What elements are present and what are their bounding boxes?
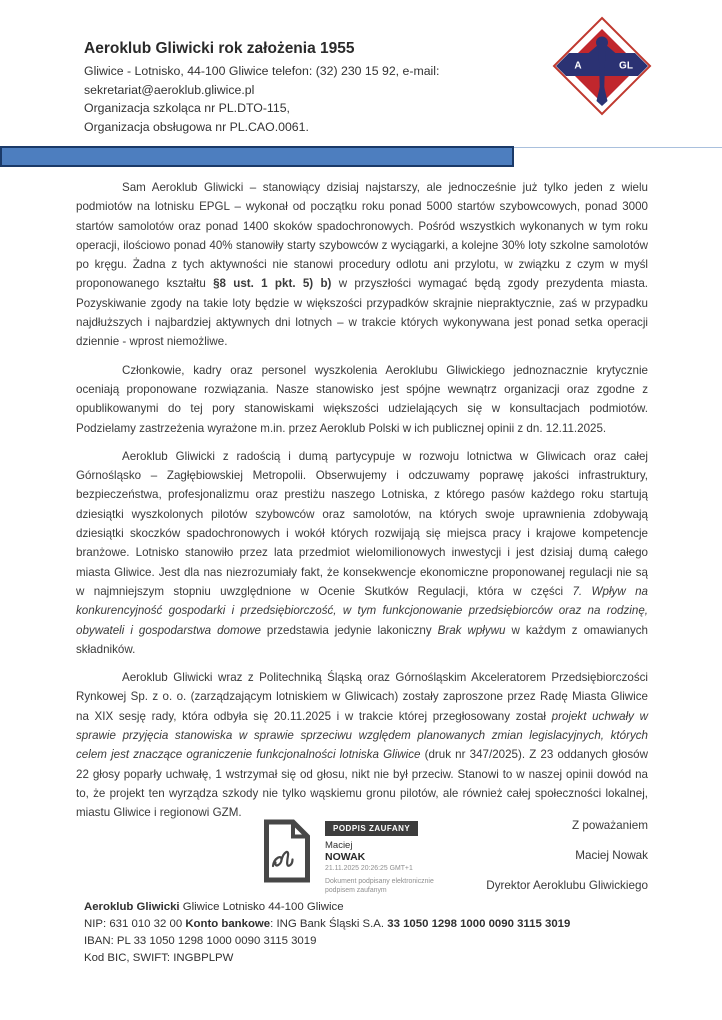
signed-document-icon [262, 818, 312, 884]
paragraph [76, 668, 648, 822]
paragraph [76, 361, 648, 438]
text-run: (druk nr 347/2025). Z 23 oddanych głosów 22 głosy poparły uchwałę, 1 wstrzymał się od głosu, nikt nie był przeciw. Stanowi to w naszej opinii dowód na to, że projekt ten wyrządza szkody nie tylko wąskiemu gronu pilotów, ale również całej społeczności lokalnej, miastu Gliwice i regionowi GZM. [76, 748, 648, 820]
footer-line [84, 916, 570, 933]
closing-block [486, 820, 648, 910]
text-run: NIP: 631 010 32 00 [84, 918, 186, 930]
text-run: Konto bankowe [185, 918, 271, 930]
text-run: Kod BIC, SWIFT: INGBPLPW [84, 952, 234, 964]
signer-last-name: NOWAK [325, 851, 366, 863]
aeroklub-gliwicki-logo [552, 16, 652, 116]
logo-letter-a: A [574, 60, 582, 72]
text-run: Aeroklub Gliwicki z radością i dumą partycypuje w rozwoju lotnictwa w Gliwicach oraz całej Górnośląsko – Zagłębiowskiej Metropolii. Obserwujemy i odczuwamy poprawę jakości infrastruktury, bezpieczeństwa, profesjonalizmu oraz prestiżu naszego Lotniska, z którego pasów każdego roku startują dziesiątki wyszkolonych pilotów szybowców oraz samolotów, na których swoje uprawnienia zdobywają dziesiątki skoczków spadochronowych i wokół których rozwijają się miejsca pracy i krajowe kompetencje branżowe. Lotnisko stanowiło przez lata przedmiot wielomilionowych inwestycji i jest dzisiaj dumą całego miasta Gliwice. Jest dla nas niezrozumiały fakt, że konsekwencje ekonomiczne proponowanej regulacji nie są w najmniejszym stopniu uwzględnione w Ocenie Skutków Regulacji, która w części [76, 449, 648, 598]
letterhead-training-org-line: Organizacja szkoląca nr PL.DTO-115, [84, 101, 290, 116]
text-run: Brak wpływu [437, 623, 506, 637]
organization-title: Aeroklub Gliwicki rok założenia 1955 [84, 40, 355, 57]
signature-details [325, 818, 455, 895]
text-run: 7. Wpływ na konkurencyjność gospodarki i przedsiębiorczość, w tym funkcjonowanie przedsiębiorców oraz na rodzinę, obywateli i gospodarstwa domowe [76, 584, 648, 637]
trusted-signature-stamp [262, 818, 455, 895]
text-run: 33 1050 1298 1000 0090 3115 3019 [387, 918, 571, 930]
text-run: : ING Bank Śląski S.A. [270, 918, 388, 930]
signer-first-name: Maciej [325, 840, 353, 851]
podpis-zaufany-badge: PODPIS ZAUFANY [325, 821, 418, 836]
text-run: projekt uchwały w sprawie przyjęcia stanowiska w sprawie sprzeciwu względem planowanych zmian legislacyjnych, których celem jest znaczące ograniczenie funkcjonalności lotniska Gliwice [76, 709, 648, 762]
signature-timestamp: 21.11.2025 20:26:25 GMT+1 [325, 865, 413, 872]
signature-note: Dokument podpisany elektronicznie podpisem zaufanym [325, 878, 434, 894]
logo-letters-gl: GL [619, 60, 633, 72]
paragraph [76, 178, 648, 352]
text-run: Sam Aeroklub Gliwicki – stanowiący dzisiaj najstarszy, ale jednocześnie już tylko jeden z wielu podmiotów na lotnisku EPGL – wykonał od początku roku ponad 5000 startów szybowcowych, ponad 3000 startów samolotów oraz ponad 1400 skoków spadochronowych. Pośród wszystkich wykonanych w tym roku operacji, ilościowo ponad 40% stanowiły starty szybowców z wyciągarki, a kolejne 30% loty szkolne samolotów po kręgu. Żadna z tych aktywności nie stanowi procedury odlotu ani przylotu, w związku z czym w myśl proponowanego kształtu [76, 181, 648, 291]
text-run: Gliwice Lotnisko 44-100 Gliwice [179, 901, 344, 913]
text-run: w przyszłości wymagać będą zgody prezydenta miasta. Pozyskiwanie zgody na takie loty będzie w większości przypadków skrajnie niepraktycznie, zaś w przypadku najdłuższych i najbardziej aktywnych dni lotnych – w trakcie których wykonywana jest ponad setka operacji dziennie - wprost niemożliwe. [76, 277, 648, 349]
text-run: Aeroklub Gliwicki wraz z Politechniką Śląską oraz Górnośląskim Akceleratorem Przedsiębiorczości Rynkowej Sp. z o. o. (zarządzającym lotniskiem w Gliwicach) zostały zaproszone przez Radę Miasta Gliwice na XIX sesję rady, która odbyła się 20.11.2025 i w trakcie której przegłosowany został [76, 671, 648, 723]
closing-salutation: Z poważaniem [571, 819, 648, 832]
paragraph [76, 447, 648, 659]
header-blue-bar [0, 146, 514, 167]
closing-title: Dyrektor Aeroklubu Gliwickiego [486, 879, 648, 892]
text-run: Członkowie, kadry oraz personel wyszkolenia Aeroklubu Gliwickiego jednoznacznie krytycznie oceniają proponowane rozwiązania. Nasze stanowisko jest spójne wewnątrz organizacji oraz zgodne z opublikowanymi do tej pory stanowiskami większości udzielających się w konsultacjach podmiotów. Podzielamy zastrzeżenia wyrażone m.in. przez Aeroklub Polski w ich publicznej opinii z dn. 12.11.2025. [76, 363, 648, 435]
letter-body [76, 178, 648, 832]
text-run: w każdym z omawianych składników. [76, 623, 649, 656]
letterhead [84, 40, 554, 136]
text-run: IBAN: PL 33 1050 1298 1000 0090 3115 3019 [84, 935, 317, 947]
footer-line [84, 899, 570, 916]
logo-graphic [552, 16, 652, 116]
text-run: przedstawia jedynie lakoniczny [260, 623, 438, 637]
text-run: §8 ust. 1 pkt. 5) b) [213, 277, 332, 291]
letterhead-maintenance-org-line: Organizacja obsługowa nr PL.CAO.0061. [84, 119, 309, 134]
letterhead-email-line: sekretariat@aeroklub.gliwice.pl [84, 82, 255, 97]
footer-line [84, 950, 570, 967]
letter-footer [84, 899, 570, 967]
footer-line [84, 933, 570, 950]
closing-name: Maciej Nowak [575, 849, 648, 862]
text-run: Aeroklub Gliwicki [84, 901, 180, 913]
letterhead-address-line: Gliwice - Lotnisko, 44-100 Gliwice telefon: (32) 230 15 92, e-mail: [84, 64, 440, 78]
